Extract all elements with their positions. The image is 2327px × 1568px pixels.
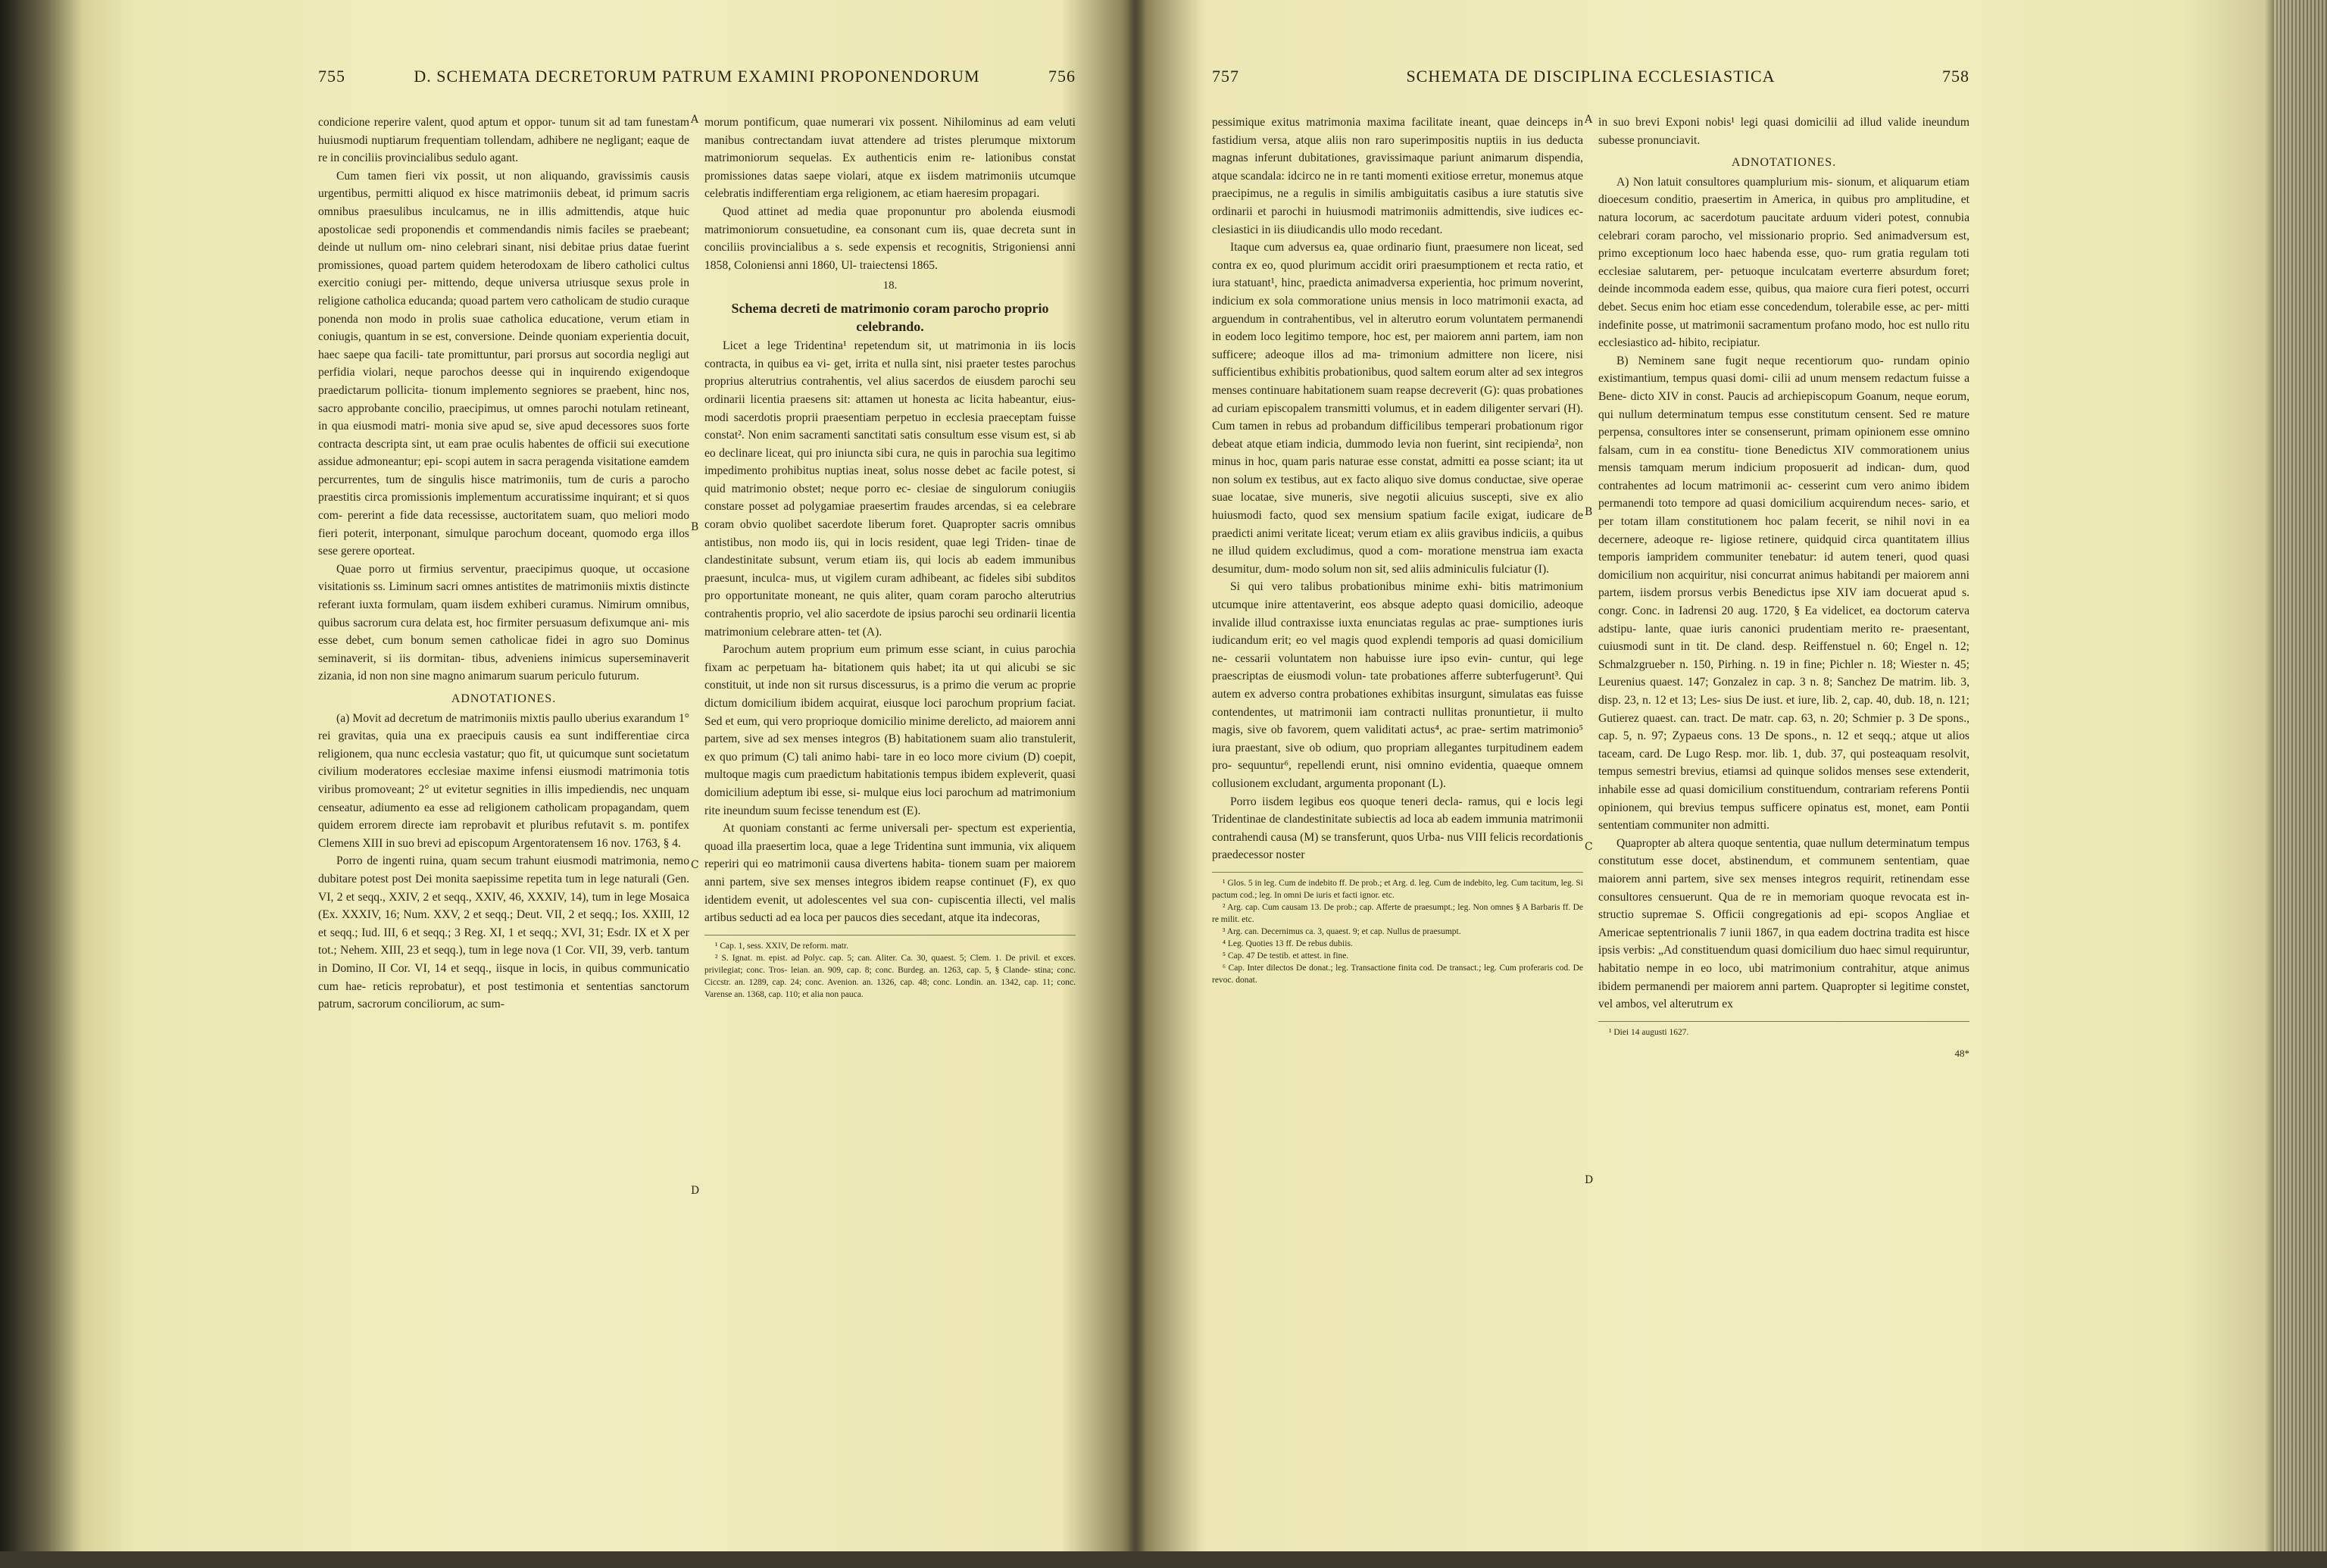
footnote: ⁵ Cap. 47 De testib. et attest. in fine. — [1223, 951, 1349, 960]
left-page — [318, 53, 1076, 1197]
left-column-1 — [318, 114, 689, 1568]
paragraph: in suo brevi Exponi nobis¹ legi quasi domicilii ad illud valide ineundum subesse pronunciavit. — [1598, 116, 1969, 147]
right-column-2 — [1598, 114, 1969, 1568]
left-column-2 — [704, 114, 1076, 1568]
right-columns — [1212, 114, 1969, 1568]
footnote: ¹ Glos. 5 in leg. Cum de indebito ff. De prob.; et Arg. d. leg. Cum de indebito, leg. Cum tacitum, leg. Si pactum cod.; leg. In omni De iuris et facti ignor. etc. — [1212, 878, 1583, 900]
page-edges — [2272, 0, 2327, 1551]
paragraph: morum pontificum, quae numerari vix possent. Nihilominus ad eam veluti manibus contrectandam iuvat attendere ad tristes plerumque mixtorum matrimoniorum sequelas. Ex authenticis enim re- lationibus constat promissiones datas saepe violari, atque ex iisdem matrimoniis utcumque celebratis indifferentiam erga religionem, ac etiam haeresim propagari. — [704, 116, 1076, 201]
paragraph: Parochum autem proprium eum primum esse sciant, in cuius parochia fixam ac perpetuam ha- bitationem quis habet; ita ut qui alicubi se sic constituit, ut inde non sit rursus discessurus, is a primo die verum ac proprie dictum domicilium ibidem acquirat, eiusque loci parochum proprium faciat. Sed et eum, qui vero proprioque domicilio minime derelicto, ad maiorem anni partem, sive ad sex menses integros (B) habitationem suam alio transtulerit, ex quo primum (C) tali animo habi- tare in eo loco more civium (D) coepit, multoque magis cum praedictum habitationis tempus ibidem expleverit, quasi domicilium adeptum ibi esse, si- mulque eius loci parochum ad matrimonium rite ineundum suum fecisse tenendum est (E). — [704, 643, 1076, 817]
page-number-755: 755 — [318, 67, 345, 86]
annotations-heading: ADNOTATIONES. — [451, 692, 557, 705]
footnote: ⁶ Cap. Inter dilectos De donat.; leg. Transactione finita cod. De transact.; leg. Cum proferaris cod. De revoc. donat. — [1212, 963, 1583, 985]
footnote: ¹ Diei 14 augusti 1627. — [1609, 1027, 1689, 1037]
page-number-756: 756 — [1048, 67, 1076, 86]
paragraph: Licet a lege Tridentina¹ repetendum sit, ut matrimonia in iis locis contracta, in quibus ea vi- get, irrita et nulla sint, nisi praeter testes parochus proprius alterutrius contrahentis, vel alius sacerdos de eiusdem parochi seu ordinarii licentia praesens sit: attamen ut honesta ac licita habeantur, eius- modi sacerdotis proprii praesentiam perpetuo in ecclesia praeceptam fuisse constat². Non enim sacramenti sanctitati satis consultum esse visum est, si ab eo declinare liceat, qui pro iniuncta sibi cura, ne quis in parochia sua legitimo impedimento prohibitus nuptias ineat, solus nosse debet ac facile potest, si quid matrimonio obstet; neque porro ec- clesiae de singulorum coniugiis constare posset ad polygamiae praesertim fraudes arcendas, si ea celebrare coram obvio quolibet sacerdote liberum foret. Quapropter sacris omnibus antistibus, non modo iis, qui in locis resident, quae legi Triden- tinae de clandestinitate subsunt, verum etiam iis, qui locis ab eadem immunibus praesunt, inculca- mus, ut vigilem curam adhibeant, ac fideles sibi subditos pro opportunitate moneant, ne quis aliter, quam coram parocho alterutrius contrahentis proprio, vel alio sacerdote de ipsius parochi seu ordinarii licentia matrimonium celebrare atten- tet (A). — [704, 339, 1076, 639]
footnote: ¹ Cap. 1, sess. XXIV, De reform. matr. — [715, 941, 849, 951]
footnote: ⁴ Leg. Quoties 13 ff. De rebus dubiis. — [1223, 939, 1353, 948]
paragraph: pessimique exitus matrimonia maxima facilitate ineant, quae deinceps in fastidium versa, atque aliis non raro superimpositis nuptiis in ius deducta magnas inferunt dubitationes, gravissimaque pariunt animarum dispendia, atque scandala: idcirco ne in re tanti momenti exitiose erretur, monemus atque praecipimus, ne a regulis in similis ambiguitatis casibus a iure statutis sive ordinarii et parochi in huiusmodi matrimoniis admittendis, sive iudices ec- clesiastici in iis diiudicandis ullo modo recedant. — [1212, 116, 1583, 236]
margin-marker-d: D — [1585, 1174, 1594, 1186]
margin-marker-c: C — [1585, 841, 1593, 853]
paragraph: A) Non latuit consultores quamplurium mis- sionum, et aliquarum etiam dioecesum conditio, praesertim in America, in quibus pro amplitudine, et natura locorum, ac sacerdotum paucitate arduum videri potest, connubia celebrari coram parocho, vel missionario proprio. Sed animadversum est, primo exceptionum loco haec habenda esse, quo- rum gratia regulam toti ecclesiae salutarem, per- petuoque inculcatam everterre absurdum foret; deinde incommoda eadem esse, quibus, qua maiore cura fieri potest, occurri debet. Secus enim hoc etiam esse concedendum, tolerabile esse, ac per- mitti indefinite posse, ut matrimonii sacramentum profano modo, hoc est nullo ritu ecclesiastico ad- hibito, recipiatur. — [1598, 175, 1969, 350]
signature-mark: 48* — [1954, 1047, 1969, 1059]
annotations-heading: ADNOTATIONES. — [1731, 156, 1837, 170]
left-columns — [318, 114, 1076, 1568]
paragraph: Quapropter ab altera quoque sententia, quae nullum determinatum tempus constitutum esse docet, abstinendum, et communem sententiam, quae maiorem anni partem, sive sex menses integros requirit, retinendam esse consultores censuerunt. Qua de re in memoriam quoque revocata est in- structio supremae S. Officii congregationis ad epi- scopos Angliae et Americae septentrionalis 7 iunii 1867, in qua eadem doctrina tradita est hisce ipsis verbis: „Ad constituendum quasi domicilium duo haec simul requiruntur, habitatio nempe in eo loco, ubi matrimonium contrahitur, atque animus ibidem permanendi per maiorem anni partem. Quapropter si legitime constet, vel ambos, vel alterutrum ex — [1598, 836, 1969, 1011]
footnote: ² Arg. cap. Cum causam 13. De prob.; cap. Afferte de praesumpt.; leg. Non omnes § A Barbaris ff. De re milit. etc. — [1212, 902, 1583, 924]
footnote: ³ Arg. can. Decernimus ca. 3, quaest. 9; et cap. Nullus de praesumpt. — [1223, 926, 1461, 936]
section-title: Schema decreti de matrimonio coram parocho proprio celebrando. — [731, 300, 1049, 334]
paragraph: Porro de ingenti ruina, quam secum trahunt eiusmodi matrimonia, nemo dubitare potest post Dei monita saepissime repetita tum in lege naturali (Gen. VI, 2 et seqq., XXIV, 2 et seqq., XXIV, 46, XXXIV, 14), tum in lege Mosaica (Ex. XXXIV, 16; Num. XXV, 2 et seqq.; Deut. VII, 2 et seqq.; Ios. XXIII, 12 et seqq.; Iud. III, 6 et seqq.; 3 Reg. XI, 1 et seqq.; XVI, 31; Esdr. IX et X per tot.; Nehem. XIII, 23 et seqq.), tum in lege nova (1 Cor. VII, 39, verb. tantum in Domino, II Cor. VI, 14 et seqq., iisque in locis, in quibus communicatio cum hae- reticis reprobatur), et post testimonia et sententias sanctorum patrum, sacrorum conciliorum, ac sum- — [318, 854, 689, 1011]
margin-marker-a: A — [1585, 114, 1593, 126]
paragraph: Cum tamen fieri vix possit, ut non aliquando, gravissimis causis urgentibus, permitti aliquod ex hisce matrimoniis debeat, id primum sacris omnibus praesulibus inculcamus, ne in illis admittendis, atque huic apostolicae sedi proponendis et commendandis nimis faciles se praebeant; deinde ut nullum om- nino celebrari sinant, nisi debitae prius datae fuerint promissiones, quoad partem quidem heterodoxam de libero catholici cultus exercitio coniugi per- mittendo, deque universa utriusque sexus prole in religione catholica educanda; quoad partem vero catholicam de studio curaque ponenda non modo in prolis suae catholica educatione, verum etiam in coniugis, quantum in se est, conversione. Deinde quoniam experientia docuit, haec saepe qua facili- tate promittuntur, pari prorsus aut socordia negligi aut perfidia violari, neque parochos deesse qui in inquirendo exigendoque praedictarum pollicita- tionum implemento segniores se praebent, hinc nos, sacro approbante concilio, praecipimus, ut omnes parochi notulam retineant, in qua eiusmodi matri- monia sive apud se, sive apud decessores suos forte contracta descripta sint, ut eam prae oculis habentes de officii sui executione assidue admoneantur; epi- scopi autem in sacra peragenda visitatione eamdem percurrentes, tum de singulis hisce matrimoniis, tum de curis a parocho praestitis circa promissionis implementum accuratissime inquirant; et si quos com- pererint a fide data recessisse, auctoritatem suam, quo meliori modo fieri poterit, interponant, simulque parochum doceant, quomodo erga illos sese gerere oporteat. — [318, 169, 689, 558]
footnotes — [1598, 1021, 1969, 1039]
margin-marker-c: C — [691, 859, 699, 871]
paragraph: At quoniam constanti ac ferme universali per- spectum est experientia, quoad illa praesertim loca, quae a lege Tridentina sunt immunia, vix aliquem reperiri qui eo matrimonii causa divertens habita- tionem suam per maiorem anni partem, sive sex menses integros ibidem reapse continuet (F), ex quo identidem evenit, ut adolescentes vel sua con- cupiscentia illecti, vel malis artibus seducti ad ea loca per paucos dies secedant, atque ita indecoras, — [704, 822, 1076, 925]
margin-marker-d: D — [691, 1185, 700, 1197]
paragraph: Si qui vero talibus probationibus minime exhi- bitis matrimonium utcumque inire attentaverint, eos absque adepto quasi domicilio, adeoque invalide illud contraxisse iuxta enunciatas regulas ac prae- sumptiones iuris iudicandum erit; eo vel magis quod explendi temporis ad quasi domicilium ne- cessarii voluntatem non habuisse iure ipso evin- cuntur, qui lege praescriptas de eiusmodi volun- tate probationes afferre subterfugerunt³. Qui autem ex adverso contra probationes exhibitas insurgunt, simulatas eas fuisse contendentes, ut matrimonii iam contracti nullitas pronuntietur, ii multo magis, sive ob favorem, quem validitati actus⁴, ac prae- sertim matrimonio⁵ iura praestant, sive ob odium, quo propriam allegantes turpitudinem eadem pro- sequuntur⁶, repellendi erunt, nisi omnino evidentia, quaeque omnem collusionem excludant, argumenta proponant (L). — [1212, 580, 1583, 790]
right-page — [1212, 53, 1969, 1186]
running-title-right: SCHEMATA DE DISCIPLINA ECCLESIASTICA — [1406, 67, 1776, 86]
footnotes — [704, 935, 1076, 1001]
paragraph: Quae porro ut firmius serventur, praecipimus quoque, ut occasione visitationis ss. Liminum sacri omnes antistites de matrimoniis mixtis distincte referant iuxta formulam, quam iisdem exhiberi curamus. Nimirum omnibus, quibus sacrorum cura delata est, hoc firmiter persuasum defixumque ani- mis esse debet, cum bonum semen catholicae fidei in agro suo Dominus seminaverit, si iis dormitan- tibus, adveniens inimicus superseminaverit zizania, id non non sine magno animarum suarum periculo futurum. — [318, 562, 689, 683]
paragraph: Porro iisdem legibus eos quoque teneri decla- ramus, qui e locis legi Tridentinae de clandestinitate subiectis ad loca ab eadem immunia matrimonii contrahendi causa (M) se transferunt, quos Urba- nus VIII felicis recordationis praedecessor noster — [1212, 795, 1583, 862]
section-number: 18. — [882, 280, 898, 292]
paragraph: (a) Movit ad decretum de matrimoniis mixtis paullo uberius exarandum 1° rei gravitas, quia una ex praecipuis causis ea sunt indifferentiae circa religionem, qua nunc ecclesia vastatur; quo fit, ut quicumque sunt societatum civilium moderatores ecclesiae maxime infensi eiusmodi matrimonia totis viribus promoveant; 2° ut evitetur segnities in illis impediendis, nec unquam censeatur, adiumento ea esse ad religionem catholicam propagandam, quem quidem errorem directe iam reprobavit et pluribus refutavit s. m. pontifex Clemens XIII in suo brevi ad episcopum Argentoratensem 16 nov. 1763, § 4. — [318, 711, 689, 850]
right-running-head — [1212, 53, 1969, 98]
paragraph: condicione reperire valent, quod aptum et oppor- tunum sit ad tam funestam huiusmodi nuptiarum frequentiam tollendam, adhibere ne negligant; eaque de re in conciliis provincialibus sedulo agant. — [318, 116, 689, 165]
margin-marker-b: B — [691, 521, 699, 533]
paragraph: Itaque cum adversus ea, quae ordinario fiunt, praesumere non liceat, sed contra ex eo, quod plurimum accidit oriri praesumptionem et recta ratio, et iura statuant¹, hinc, praedicta animadversa experientia, hoc primum noverint, indicium ex sola commoratione unius mensis in loco matrimonii exacta, ad arguendum in contrahentibus, vel in alterutro eorum voluntatem permanendi in eodem loco legitimo tempore, hoc est, per maiorem anni partem, iam non sufficere; adeoque illos ad ma- trimonium admittere non licere, nisi sufficientibus exhibitis probationibus, quod saltem eorum alter ad sex integros menses continuare habitationem suam reapse decreverit (G): quas probationes ad curiam episcopalem transmitti volumus, et in eadem diligenter servari (H). Cum tamen in rebus ad probandum difficilibus temperari probationum rigor debeat atque etiam indicia, dummodo levia non fuerint, sint recipienda², non minus in hoc, quam paris naturae esse constat, admitti ea posse sciant; ita ut non solum ex testibus, aut ex facto aliquo sive domus conductae, sive operae suae locatae, sive muneris, sive negotii alicuius suscepti, sive ex alio huiusmodi facto, quod sex mensium spatium facile exigat, iudicare de praedicti animi veritate liceat; verum etiam ex aliis gravibus indiciis, a quibus ne illud quidem excludimus, quod a com- moratione menstrua iam exacta desumitur, dum- modo solum non sit, sed aliis adminiculis fulciatur (I). — [1212, 241, 1583, 576]
page-number-758: 758 — [1942, 67, 1969, 86]
footnote: ² S. Ignat. m. epist. ad Polyc. cap. 5; can. Aliter. Ca. 30, quaest. 5; Clem. 1. De privil. et exces. privilegiat; conc. Tros- leian. an. 909, cap. 8; conc. Burdeg. an. 1263, cap. 5, § Clande- stina; conc. Ciccstr. an. 1289, cap. 24; conc. Avenion. an. 1326, cap. 48; conc. Londin. an. 1342, cap. 11; conc. Varense an. 1368, cap. 110; et alia non pauca. — [704, 953, 1076, 999]
margin-marker-a: A — [691, 114, 699, 126]
left-running-head — [318, 53, 1076, 98]
footnotes — [1212, 872, 1583, 986]
paragraph: Quod attinet ad media quae proponuntur pro abolenda eiusmodi matrimoniorum consuetudine, ea consonant cum iis, quae decreta sunt in conciliis provincialibus a s. sede expensis et recognitis, Strigoniensi anni 1858, Coloniensi anni 1860, Ul- traiectensi 1865. — [704, 205, 1076, 272]
book-gutter — [1127, 0, 1145, 1551]
right-column-1 — [1212, 114, 1583, 1568]
running-title-left: D. SCHEMATA DECRETORUM PATRUM EXAMINI PROPONENDORUM — [414, 67, 980, 86]
page-number-757: 757 — [1212, 67, 1239, 86]
paragraph: B) Neminem sane fugit neque recentiorum quo- rundam opinio existimantium, tempus quasi domi- cilii ad unum mensem redactum fuisse a Bene- dicto XIV in const. Paucis ad archiepiscopum Goanum, neque eorum, qui nullum determinatum tempus esse constitutum censent. Sed re mature perpensa, consultores inter se consenserunt, primam opinionem esse omnino falsam, cum in ea constitu- tione Benedictus XIV commorationem unius mensis tamquam merum indicium proposuerit ad indican- dum, quod contrahentes ad locum matrimonii ac- cesserint cum vero animo ibidem permanendi toto tempore ad quasi domicilium acquirendum neces- sario, et per totam illam constitutionem hoc palam fecerit, se nihil novi in ea decernere, adeoque re- ligiose retinere, quidquid circa quantitatem illius temporis iampridem communiter tenebatur: id autem teneri, quod quasi domicilium non acquiritur, nisi concurrat animus habitandi per maiorem anni partem, iisdem prorsus verbis Benedictus ipse XIV iam docuerat apud s. congr. Conc. in Iadrensi 20 aug. 1720, § Ea videlicet, ea doctorum caterva adstipu- lante, quae iuris canonici prudentiam merito re- praesentant, cuiusmodi sunt in tit. De cland. desp. Reiffenstuel n. 60; Engel n. 12; Schmalzgrueber n. 150, Pirhing. n. 19 in fine; Pichler n. 18; Wiester n. 45; Leurenius quaest. 147; Gonzalez in cap. 3 n. 8; Sanchez De matrim. lib. 3, disp. 23, n. 12 et 13; Les- sius De iust. et iure, lib. 2, cap. 40, dub. 18, n. 121; Gutierez quaest. can. tract. De matr. cap. 63, n. 20; Schmier p. 3 De spons., cap. 5, n. 97; Zypaeus cons. 13 De spons., n. 12 et seqq.; atque ut alios taceam, card. De Lugo Resp. mor. lib. 1, dub. 37, qui posteaquam resolvit, tempus semestri brevius, etiamsi ad quinque solidos menses sese extenderit, inhabile esse ad quasi domicilium constituendum, contrariam referens Pontii opinionem, qui brevius tempus sufficere opinatus est, monet, eam Pontii sententiam communiter non admitti. — [1598, 354, 1969, 832]
margin-marker-b: B — [1585, 506, 1593, 518]
